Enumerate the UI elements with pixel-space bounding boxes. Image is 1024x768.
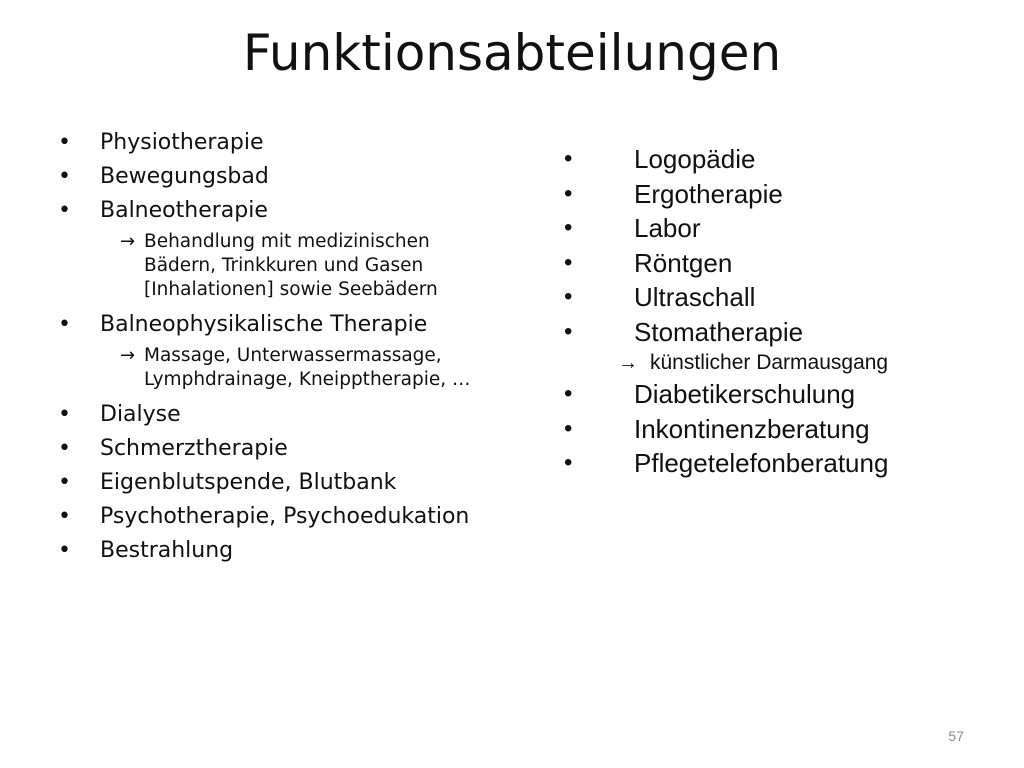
bullet-icon: • xyxy=(564,145,573,172)
list-item-label: Inkontinenzberatung xyxy=(634,413,870,444)
bullet-icon: • xyxy=(564,248,573,276)
list-item-label: Logopädie xyxy=(634,144,756,174)
list-item xyxy=(562,142,1002,177)
list-item-label: Physiotherapie xyxy=(100,130,264,155)
bullet-icon: • xyxy=(58,164,71,189)
list-item-label: Ergotherapie xyxy=(634,178,783,209)
bullet-icon: • xyxy=(564,214,573,241)
list-item-label: Eigenblutspende, Blutbank xyxy=(100,470,397,495)
list-item-label: Schmerztherapie xyxy=(100,436,288,461)
bullet-icon: • xyxy=(564,414,573,442)
list-item xyxy=(562,446,1002,481)
bullet-icon: • xyxy=(58,436,71,461)
bullet-icon: • xyxy=(58,504,71,529)
arrow-right-icon: → xyxy=(120,231,136,252)
sub-item-line: [Inhalationen] sowie Seebädern xyxy=(144,279,438,300)
list-item xyxy=(58,308,528,342)
bullet-icon: • xyxy=(58,198,71,223)
list-item-label: Balneotherapie xyxy=(100,198,268,223)
bullet-icon: • xyxy=(564,449,573,476)
page-number: 57 xyxy=(948,728,964,744)
bullet-icon: • xyxy=(564,380,573,407)
list-item-label: Labor xyxy=(634,213,701,243)
bullet-icon: • xyxy=(58,402,71,427)
bullet-icon: • xyxy=(58,470,71,495)
list-item xyxy=(562,412,1002,447)
left-bullet-list xyxy=(58,126,528,568)
list-item xyxy=(562,377,1002,412)
arrow-right-icon: → xyxy=(120,345,136,366)
bullet-icon: • xyxy=(58,538,71,563)
list-item-label: Diabetikerschulung xyxy=(634,379,856,409)
slide-title: Funktionsabteilungen xyxy=(242,24,782,82)
list-item xyxy=(58,126,528,160)
list-item xyxy=(58,432,528,466)
list-item-label: Stomatherapie xyxy=(634,316,804,347)
sub-item-line: künstlicher Darmausgang xyxy=(650,351,889,374)
list-item xyxy=(58,398,528,432)
list-item-label: Dialyse xyxy=(100,402,181,427)
bullet-icon: • xyxy=(58,130,71,155)
list-item xyxy=(562,211,1002,246)
bullet-icon: • xyxy=(564,317,573,345)
bullet-icon: • xyxy=(58,312,71,337)
list-item-label: Bewegungsbad xyxy=(100,164,269,189)
sub-item xyxy=(58,230,528,302)
list-item-label: Psychotherapie, Psychoedukation xyxy=(100,504,470,529)
list-item-label: Ultraschall xyxy=(634,282,756,312)
list-item xyxy=(58,194,528,228)
list-item-label: Bestrahlung xyxy=(100,538,234,563)
list-item xyxy=(58,500,528,534)
sub-item-line: Massage, Unterwassermassage, xyxy=(144,345,442,366)
list-item xyxy=(58,466,528,500)
bullet-icon: • xyxy=(564,283,573,310)
list-item-label: Balneophysikalische Therapie xyxy=(100,312,428,337)
sub-item xyxy=(58,344,528,392)
list-item xyxy=(562,177,1002,212)
right-bullet-list xyxy=(562,142,1002,481)
list-item xyxy=(58,534,528,568)
list-item-label: Pflegetelefonberatung xyxy=(634,448,889,478)
sub-item-line: Bädern, Trinkkuren und Gasen xyxy=(144,255,424,276)
sub-item-line: Lymphdrainage, Kneipptherapie, … xyxy=(144,369,471,390)
arrow-right-icon: → xyxy=(618,352,638,374)
sub-item xyxy=(562,349,1002,377)
list-item xyxy=(562,315,1002,350)
list-item xyxy=(562,280,1002,315)
list-item-label: Röntgen xyxy=(634,247,733,278)
list-item xyxy=(58,160,528,194)
list-item xyxy=(562,246,1002,281)
sub-item-line: Behandlung mit medizinischen xyxy=(144,231,430,252)
bullet-icon: • xyxy=(564,179,573,207)
